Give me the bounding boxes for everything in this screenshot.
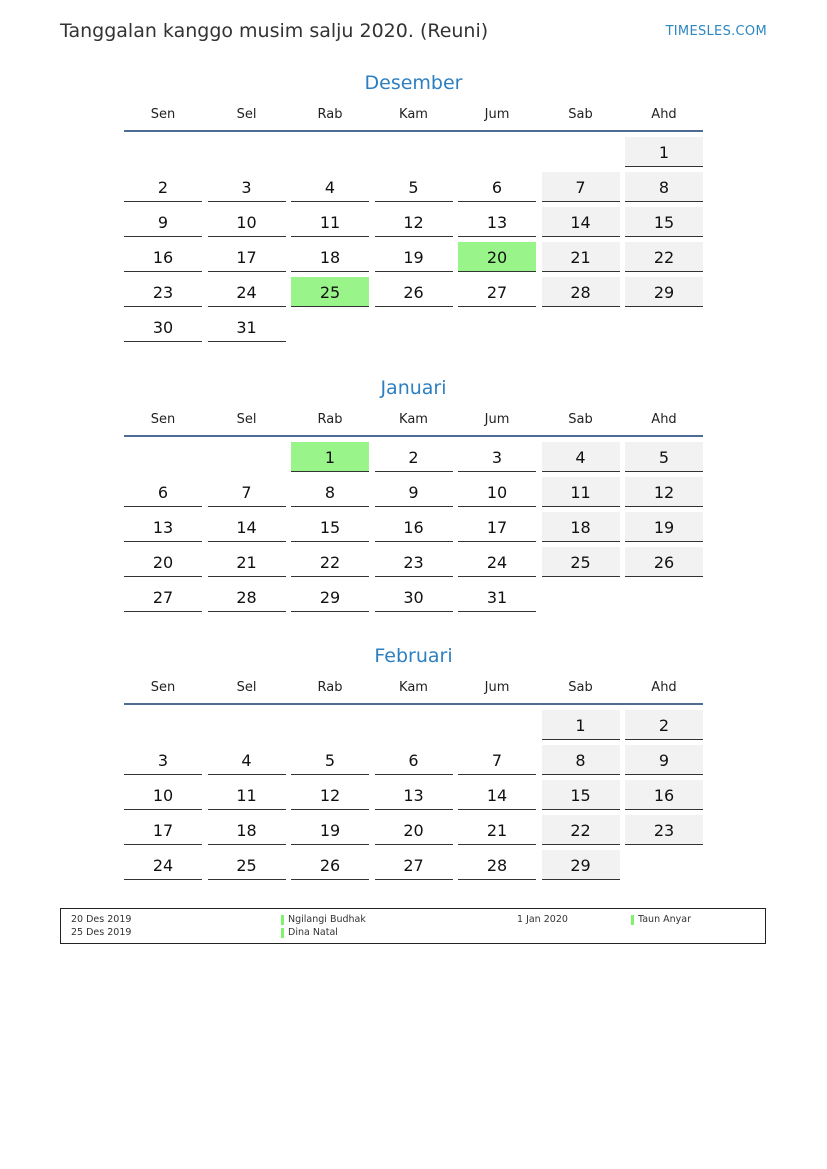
weekday-label: Jum — [484, 679, 510, 695]
day-cell: 12 — [625, 477, 703, 507]
empty-cell — [375, 137, 453, 167]
day-grid — [124, 710, 703, 880]
weekday-label: Kam — [399, 679, 428, 695]
weekday-header — [124, 403, 703, 437]
day-cell: 2 — [375, 442, 453, 472]
day-grid — [124, 442, 703, 612]
legend-holiday-name: Dina Natal — [288, 927, 338, 938]
month-title: Februari — [374, 645, 453, 667]
day-cell: 31 — [208, 312, 286, 342]
empty-cell — [291, 710, 369, 740]
holiday-marker — [631, 915, 634, 925]
day-cell: 28 — [458, 850, 536, 880]
day-cell: 27 — [458, 277, 536, 307]
empty-cell — [458, 137, 536, 167]
legend-holiday — [281, 927, 338, 939]
day-cell: 12 — [291, 780, 369, 810]
empty-cell — [208, 710, 286, 740]
month-december — [124, 68, 703, 342]
day-cell: 13 — [375, 780, 453, 810]
day-cell: 8 — [291, 477, 369, 507]
weekday-label: Sen — [150, 679, 176, 695]
day-cell: 21 — [542, 242, 620, 272]
day-cell: 26 — [375, 277, 453, 307]
weekday-label: Sen — [150, 411, 176, 427]
day-cell: 7 — [542, 172, 620, 202]
day-cell: 24 — [124, 850, 202, 880]
weekday-label: Ahd — [651, 106, 677, 122]
day-cell: 1 — [625, 137, 703, 167]
day-cell: 17 — [458, 512, 536, 542]
weekday-label: Sab — [568, 679, 593, 695]
day-cell: 18 — [542, 512, 620, 542]
day-cell: 29 — [542, 850, 620, 880]
day-cell: 22 — [542, 815, 620, 845]
day-cell: 26 — [291, 850, 369, 880]
day-cell: 27 — [375, 850, 453, 880]
day-cell: 16 — [625, 780, 703, 810]
day-cell: 29 — [625, 277, 703, 307]
legend-holiday — [631, 914, 691, 926]
day-cell: 4 — [291, 172, 369, 202]
weekday-label: Rab — [317, 411, 343, 427]
holiday-legend — [60, 908, 766, 944]
day-cell: 11 — [291, 207, 369, 237]
day-cell: 2 — [124, 172, 202, 202]
legend-date: 25 Des 2019 — [71, 927, 132, 938]
day-cell: 26 — [625, 547, 703, 577]
day-cell: 2 — [625, 710, 703, 740]
weekday-label: Sel — [236, 106, 257, 122]
day-cell: 13 — [124, 512, 202, 542]
day-cell: 3 — [458, 442, 536, 472]
day-cell: 23 — [124, 277, 202, 307]
weekday-label: Ahd — [651, 679, 677, 695]
day-cell: 25 — [208, 850, 286, 880]
empty-cell — [208, 442, 286, 472]
day-cell: 21 — [208, 547, 286, 577]
day-cell: 18 — [291, 242, 369, 272]
day-cell: 1 — [542, 710, 620, 740]
day-cell: 15 — [291, 512, 369, 542]
day-cell: 8 — [625, 172, 703, 202]
day-cell: 19 — [625, 512, 703, 542]
day-cell: 27 — [124, 582, 202, 612]
day-cell: 15 — [625, 207, 703, 237]
day-cell: 21 — [458, 815, 536, 845]
weekday-label: Rab — [317, 106, 343, 122]
weekday-header — [124, 98, 703, 132]
day-cell: 5 — [375, 172, 453, 202]
day-cell: 17 — [208, 242, 286, 272]
brand-link[interactable]: TIMESLES.COM — [665, 24, 767, 39]
page-title: Tanggalan kanggo musim salju 2020. (Reuni) — [60, 20, 489, 42]
holiday-day-cell: 25 — [291, 277, 369, 307]
day-cell: 23 — [375, 547, 453, 577]
day-cell: 20 — [375, 815, 453, 845]
day-cell: 28 — [542, 277, 620, 307]
day-cell: 19 — [291, 815, 369, 845]
day-cell: 11 — [542, 477, 620, 507]
day-grid — [124, 137, 703, 342]
day-cell: 25 — [542, 547, 620, 577]
weekday-label: Jum — [484, 106, 510, 122]
empty-cell — [124, 442, 202, 472]
month-title: Desember — [364, 72, 463, 94]
day-cell: 24 — [208, 277, 286, 307]
day-cell: 16 — [124, 242, 202, 272]
month-january — [124, 373, 703, 612]
holiday-marker — [281, 915, 284, 925]
day-cell: 14 — [208, 512, 286, 542]
day-cell: 30 — [124, 312, 202, 342]
weekday-label: Rab — [317, 679, 343, 695]
day-cell: 6 — [458, 172, 536, 202]
day-cell: 6 — [124, 477, 202, 507]
day-cell: 15 — [542, 780, 620, 810]
day-cell: 13 — [458, 207, 536, 237]
day-cell: 14 — [542, 207, 620, 237]
day-cell: 19 — [375, 242, 453, 272]
day-cell: 6 — [375, 745, 453, 775]
day-cell: 8 — [542, 745, 620, 775]
day-cell: 9 — [124, 207, 202, 237]
empty-cell — [124, 137, 202, 167]
day-cell: 31 — [458, 582, 536, 612]
day-cell: 3 — [208, 172, 286, 202]
legend-date: 1 Jan 2020 — [517, 914, 568, 925]
day-cell: 16 — [375, 512, 453, 542]
day-cell: 17 — [124, 815, 202, 845]
holiday-day-cell: 20 — [458, 242, 536, 272]
day-cell: 24 — [458, 547, 536, 577]
legend-holiday-name: Ngilangi Budhak — [288, 914, 366, 925]
day-cell: 10 — [208, 207, 286, 237]
empty-cell — [291, 137, 369, 167]
empty-cell — [208, 137, 286, 167]
weekday-label: Kam — [399, 106, 428, 122]
holiday-day-cell: 1 — [291, 442, 369, 472]
weekday-label: Sen — [150, 106, 176, 122]
empty-cell — [458, 710, 536, 740]
month-title: Januari — [380, 377, 447, 399]
day-cell: 28 — [208, 582, 286, 612]
day-cell: 22 — [625, 242, 703, 272]
empty-cell — [542, 137, 620, 167]
day-cell: 18 — [208, 815, 286, 845]
day-cell: 4 — [208, 745, 286, 775]
weekday-label: Sel — [236, 679, 257, 695]
day-cell: 7 — [458, 745, 536, 775]
day-cell: 10 — [124, 780, 202, 810]
day-cell: 7 — [208, 477, 286, 507]
weekday-label: Jum — [484, 411, 510, 427]
weekday-label: Sab — [568, 411, 593, 427]
weekday-label: Ahd — [651, 411, 677, 427]
day-cell: 5 — [291, 745, 369, 775]
day-cell: 9 — [375, 477, 453, 507]
weekday-label: Kam — [399, 411, 428, 427]
day-cell: 4 — [542, 442, 620, 472]
holiday-marker — [281, 928, 284, 938]
day-cell: 11 — [208, 780, 286, 810]
legend-holiday-name: Taun Anyar — [638, 914, 691, 925]
day-cell: 10 — [458, 477, 536, 507]
weekday-label: Sel — [236, 411, 257, 427]
day-cell: 23 — [625, 815, 703, 845]
day-cell: 30 — [375, 582, 453, 612]
day-cell: 9 — [625, 745, 703, 775]
empty-cell — [375, 710, 453, 740]
day-cell: 22 — [291, 547, 369, 577]
weekday-header — [124, 671, 703, 705]
weekday-label: Sab — [568, 106, 593, 122]
day-cell: 5 — [625, 442, 703, 472]
day-cell: 3 — [124, 745, 202, 775]
day-cell: 29 — [291, 582, 369, 612]
empty-cell — [124, 710, 202, 740]
month-february — [124, 641, 703, 880]
day-cell: 12 — [375, 207, 453, 237]
day-cell: 14 — [458, 780, 536, 810]
legend-holiday — [281, 914, 366, 926]
legend-date: 20 Des 2019 — [71, 914, 132, 925]
day-cell: 20 — [124, 547, 202, 577]
